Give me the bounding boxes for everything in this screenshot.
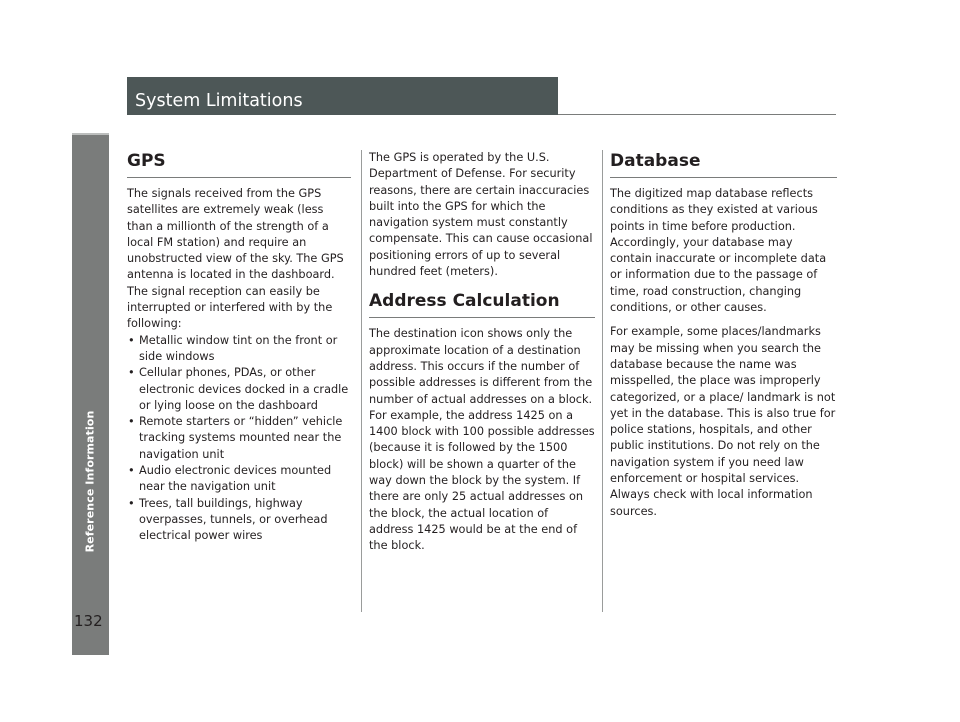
database-paragraph-2: For example, some places/landmarks may be missing when you search the database because the name was misspelled, the place was improperly categorized, or a place/ landmark is not yet in the database. This is also true for police stations, hospitals, and other public institutions. Do not rely on the navigation system if you need law enforcement or hospital services. Always check with local information sources.	[610, 325, 836, 518]
address-paragraph: The destination icon shows only the approximate location of a destination address. This occurs if the number of possible addresses is different from the number of actual addresses on a block. For example, the address 1425 on a 1400 block with 100 possible addresses (because it is followed by the 1500 block) will be shown a quarter of the way down the block by the system. If there are only 25 actual addresses on the block, the actual location of address 1425 would be at the end of the block.	[369, 327, 595, 553]
column-database	[610, 150, 837, 520]
list-item: • Cellular phones, PDAs, or other electronic devices docked in a cradle or lying loose on the dashboard	[127, 365, 351, 414]
side-section-label: Reference Information	[83, 410, 97, 552]
gps-interference-list	[127, 333, 351, 545]
database-paragraph-1: The digitized map database reflects conditions as they existed at various points in time before production. Accordingly, your database may contain inaccurate or incomplete data or information due to the passage of time, road construction, changing conditions, or other causes.	[610, 187, 827, 315]
section-heading-gps: GPS	[127, 150, 351, 178]
column-divider	[602, 150, 603, 612]
column-gps-continued	[369, 150, 595, 555]
list-item: • Audio electronic devices mounted near the navigation unit	[127, 463, 351, 496]
page-number: 132	[74, 612, 103, 630]
list-item: • Trees, tall buildings, highway overpasses, tunnels, or overhead electrical power wires	[127, 496, 351, 545]
column-gps	[127, 150, 351, 545]
title-rule	[558, 114, 836, 115]
section-heading-database: Database	[610, 150, 837, 178]
gps-intro-paragraph: The signals received from the GPS satellites are extremely weak (less than a millionth of the strength of a local FM station) and require an unobstructed view of the sky. The GPS antenna is located in the dashboard. The signal reception can easily be interrupted or interfered with by the following:	[127, 187, 344, 331]
list-item: • Remote starters or “hidden” vehicle tracking systems mounted near the navigation unit	[127, 414, 351, 463]
side-tab	[72, 135, 109, 655]
page-title: System Limitations	[127, 77, 558, 115]
column-divider	[361, 150, 362, 612]
gps-continued-paragraph: The GPS is operated by the U.S. Department of Defense. For security reasons, there are certain inaccuracies built into the GPS for which the navigation system must constantly compensate. This can cause occasional positioning errors of up to several hundred feet (meters).	[369, 151, 593, 279]
section-heading-address-calculation: Address Calculation	[369, 290, 595, 318]
list-item: • Metallic window tint on the front or side windows	[127, 333, 351, 366]
